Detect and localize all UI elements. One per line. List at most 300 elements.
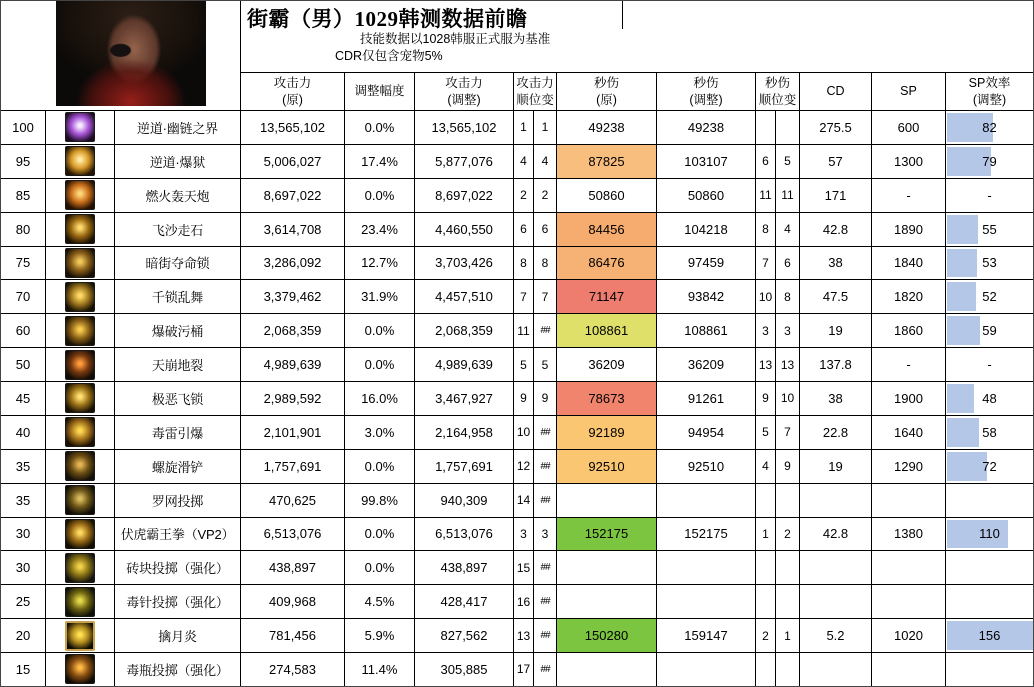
- skill-name[interactable]: 罗网投掷: [114, 484, 240, 517]
- dps-rank-new[interactable]: 10: [775, 382, 799, 415]
- dps-adjusted[interactable]: 49238: [656, 111, 755, 144]
- level-cell[interactable]: 35: [15, 492, 31, 508]
- dps-original[interactable]: 36209: [556, 348, 656, 381]
- title-cell-divider: [622, 1, 623, 29]
- table-row: [1, 653, 1033, 686]
- dps-rank-old[interactable]: 1: [755, 518, 775, 551]
- adjust-percent[interactable]: 23.4%: [344, 213, 414, 246]
- sp-efficiency[interactable]: [945, 247, 1033, 280]
- attack-adjusted[interactable]: 2,068,359: [414, 314, 513, 347]
- dps-original[interactable]: 92189: [556, 416, 656, 449]
- cd-value[interactable]: [799, 484, 871, 517]
- dps-original[interactable]: 86476: [556, 247, 656, 280]
- sp-efficiency-bar: [947, 316, 980, 345]
- attack-rank-new[interactable]: ##: [533, 619, 556, 652]
- skill-icon-luoxuan-huachan: [65, 451, 95, 481]
- attack-rank-new[interactable]: 2: [533, 179, 556, 212]
- sp-value[interactable]: 1890: [871, 213, 945, 246]
- attack-rank-old[interactable]: 8: [513, 247, 533, 280]
- level-cell[interactable]: 60: [15, 323, 31, 339]
- dps-rank-new[interactable]: 4: [775, 213, 799, 246]
- sp-efficiency[interactable]: [945, 314, 1033, 347]
- dps-adjusted[interactable]: 91261: [656, 382, 755, 415]
- attack-adjusted[interactable]: 3,703,426: [414, 247, 513, 280]
- cd-value[interactable]: 38: [799, 247, 871, 280]
- attack-original[interactable]: 2,989,592: [240, 382, 344, 415]
- cd-value[interactable]: 19: [799, 450, 871, 483]
- skill-name[interactable]: 极恶飞锁: [114, 382, 240, 415]
- attack-rank-new[interactable]: 5: [533, 348, 556, 381]
- sp-value[interactable]: 600: [871, 111, 945, 144]
- attack-rank-new[interactable]: 1: [533, 111, 556, 144]
- skill-name[interactable]: 伏虎霸王拳（VP2）: [114, 518, 240, 551]
- dps-rank-old[interactable]: 7: [755, 247, 775, 280]
- sp-efficiency[interactable]: [945, 416, 1033, 449]
- attack-original[interactable]: 409,968: [240, 585, 344, 618]
- dps-rank-new[interactable]: 8: [775, 280, 799, 313]
- sp-efficiency[interactable]: [945, 551, 1033, 584]
- attack-rank-old[interactable]: 7: [513, 280, 533, 313]
- col-header-line: 秒伤: [764, 76, 790, 91]
- adjust-percent[interactable]: 0.0%: [344, 551, 414, 584]
- level-cell[interactable]: 100: [12, 119, 34, 135]
- sp-value[interactable]: [871, 484, 945, 517]
- dps-adjusted[interactable]: [656, 551, 755, 584]
- level-cell[interactable]: 45: [15, 390, 31, 406]
- attack-rank-new[interactable]: 3: [533, 518, 556, 551]
- cd-value[interactable]: 19: [799, 314, 871, 347]
- skill-icon-cell[interactable]: [45, 179, 114, 212]
- attack-rank-new[interactable]: 8: [533, 247, 556, 280]
- dps-adjusted[interactable]: 36209: [656, 348, 755, 381]
- dps-adjusted[interactable]: 159147: [656, 619, 755, 652]
- skill-name[interactable]: 爆破污桶: [114, 314, 240, 347]
- attack-rank-old[interactable]: 12: [513, 450, 533, 483]
- table-row: [1, 484, 1033, 518]
- sp-value[interactable]: 1900: [871, 382, 945, 415]
- dps-adjusted[interactable]: 97459: [656, 247, 755, 280]
- skill-name[interactable]: 毒针投掷（强化）: [114, 585, 240, 618]
- adjust-percent[interactable]: 0.0%: [344, 348, 414, 381]
- table-row: [1, 518, 1033, 552]
- cd-value[interactable]: 38: [799, 382, 871, 415]
- sp-efficiency-value: -: [987, 357, 992, 373]
- sp-efficiency[interactable]: [945, 280, 1033, 313]
- skill-icon-cell[interactable]: [45, 314, 114, 347]
- col-header-line: 顺位变: [758, 92, 797, 107]
- level-cell[interactable]: 95: [15, 153, 31, 169]
- sp-efficiency-value: 72: [982, 458, 997, 474]
- adjust-percent[interactable]: 12.7%: [344, 247, 414, 280]
- cd-value[interactable]: 22.8: [799, 416, 871, 449]
- level-cell[interactable]: 30: [15, 526, 31, 542]
- adjust-percent[interactable]: 0.0%: [344, 450, 414, 483]
- dps-adjusted[interactable]: 152175: [656, 518, 755, 551]
- sp-value[interactable]: 1860: [871, 314, 945, 347]
- sp-value[interactable]: [871, 585, 945, 618]
- attack-original[interactable]: 8,697,022: [240, 179, 344, 212]
- attack-original[interactable]: 3,286,092: [240, 247, 344, 280]
- attack-rank-old[interactable]: 11: [513, 314, 533, 347]
- adjust-percent[interactable]: 31.9%: [344, 280, 414, 313]
- sp-efficiency[interactable]: [945, 179, 1033, 212]
- attack-adjusted[interactable]: 827,562: [414, 619, 513, 652]
- cd-value[interactable]: 47.5: [799, 280, 871, 313]
- attack-adjusted[interactable]: 1,757,691: [414, 450, 513, 483]
- skill-icon-cell[interactable]: [45, 551, 114, 584]
- attack-adjusted[interactable]: 5,877,076: [414, 145, 513, 178]
- sp-efficiency[interactable]: [945, 382, 1033, 415]
- skill-icon-cell[interactable]: [45, 619, 114, 652]
- cd-value[interactable]: 57: [799, 145, 871, 178]
- dps-original[interactable]: 108861: [556, 314, 656, 347]
- dps-rank-old[interactable]: 6: [755, 145, 775, 178]
- col-header-line: (调整): [447, 92, 481, 107]
- skill-name[interactable]: 螺旋滑铲: [114, 450, 240, 483]
- skill-name[interactable]: 天崩地裂: [114, 348, 240, 381]
- sp-efficiency-value: 58: [982, 424, 997, 440]
- dps-rank-new[interactable]: [775, 111, 799, 144]
- col-header-attack-rank-change[interactable]: [513, 72, 556, 110]
- cd-value[interactable]: [799, 551, 871, 584]
- attack-adjusted[interactable]: 4,460,550: [414, 213, 513, 246]
- adjust-percent[interactable]: 0.0%: [344, 518, 414, 551]
- attack-rank-old[interactable]: 6: [513, 213, 533, 246]
- col-header-sp[interactable]: [871, 72, 945, 110]
- attack-rank-old[interactable]: 9: [513, 382, 533, 415]
- table-row: [1, 551, 1033, 585]
- attack-adjusted[interactable]: 428,417: [414, 585, 513, 618]
- dps-original[interactable]: [556, 551, 656, 584]
- dps-rank-new[interactable]: [775, 585, 799, 618]
- skill-icon-cell[interactable]: [45, 585, 114, 618]
- col-header-line: (原): [596, 92, 617, 107]
- attack-rank-new[interactable]: ##: [533, 484, 556, 517]
- attack-rank-new[interactable]: 7: [533, 280, 556, 313]
- attack-original[interactable]: 5,006,027: [240, 145, 344, 178]
- col-header-dps-original[interactable]: [556, 72, 656, 110]
- sp-efficiency[interactable]: [945, 348, 1033, 381]
- skill-name[interactable]: 毒瓶投掷（强化）: [114, 653, 240, 686]
- cd-value[interactable]: 42.8: [799, 213, 871, 246]
- sp-value[interactable]: 1840: [871, 247, 945, 280]
- dps-rank-new[interactable]: [775, 484, 799, 517]
- skill-icon-cell[interactable]: [45, 653, 114, 686]
- attack-rank-new[interactable]: ##: [533, 585, 556, 618]
- skill-icon-nidao-baoyu: [65, 146, 95, 176]
- attack-adjusted[interactable]: 8,697,022: [414, 179, 513, 212]
- attack-rank-new[interactable]: 4: [533, 145, 556, 178]
- attack-adjusted[interactable]: 2,164,958: [414, 416, 513, 449]
- attack-adjusted[interactable]: 13,565,102: [414, 111, 513, 144]
- cd-value[interactable]: [799, 585, 871, 618]
- adjust-percent[interactable]: 4.5%: [344, 585, 414, 618]
- attack-original[interactable]: 3,379,462: [240, 280, 344, 313]
- attack-original[interactable]: 274,583: [240, 653, 344, 686]
- dps-original[interactable]: 78673: [556, 382, 656, 415]
- adjust-percent[interactable]: 3.0%: [344, 416, 414, 449]
- dps-rank-old[interactable]: [755, 484, 775, 517]
- adjust-percent[interactable]: 0.0%: [344, 314, 414, 347]
- dps-rank-new[interactable]: [775, 551, 799, 584]
- level-cell[interactable]: 25: [15, 594, 31, 610]
- attack-adjusted[interactable]: 4,457,510: [414, 280, 513, 313]
- dps-adjusted[interactable]: 108861: [656, 314, 755, 347]
- dps-rank-old[interactable]: [755, 585, 775, 618]
- col-header-line: CD: [826, 84, 845, 99]
- sp-value[interactable]: 1820: [871, 280, 945, 313]
- col-header-sp-efficiency[interactable]: [945, 72, 1033, 110]
- attack-original[interactable]: 3,614,708: [240, 213, 344, 246]
- dps-adjusted[interactable]: [656, 653, 755, 686]
- skill-name[interactable]: 千锁乱舞: [114, 280, 240, 313]
- adjust-percent[interactable]: 11.4%: [344, 653, 414, 686]
- sp-value[interactable]: 1300: [871, 145, 945, 178]
- sp-efficiency[interactable]: [945, 619, 1033, 652]
- attack-rank-new[interactable]: ##: [533, 450, 556, 483]
- skill-icon-dulei-yinbao: [65, 417, 95, 447]
- attack-rank-old[interactable]: 15: [513, 551, 533, 584]
- sp-efficiency-value: 59: [982, 323, 997, 339]
- dps-adjusted[interactable]: [656, 585, 755, 618]
- attack-adjusted[interactable]: 6,513,076: [414, 518, 513, 551]
- skill-icon-cell[interactable]: [45, 111, 114, 144]
- dps-rank-new[interactable]: 9: [775, 450, 799, 483]
- dps-original[interactable]: 92510: [556, 450, 656, 483]
- attack-rank-old[interactable]: 3: [513, 518, 533, 551]
- cd-value[interactable]: 42.8: [799, 518, 871, 551]
- dps-rank-old[interactable]: [755, 551, 775, 584]
- skill-icon-feisha-zoushi: [65, 214, 95, 244]
- dps-rank-old[interactable]: 2: [755, 619, 775, 652]
- sp-efficiency[interactable]: [945, 213, 1033, 246]
- attack-original[interactable]: 1,757,691: [240, 450, 344, 483]
- sp-value[interactable]: 1640: [871, 416, 945, 449]
- sp-efficiency[interactable]: [945, 111, 1033, 144]
- dps-original[interactable]: 50860: [556, 179, 656, 212]
- dps-original[interactable]: [556, 653, 656, 686]
- skill-name[interactable]: 暗街夺命锁: [114, 247, 240, 280]
- level-cell[interactable]: 30: [15, 560, 31, 576]
- dps-adjusted[interactable]: 103107: [656, 145, 755, 178]
- skill-icon-cell[interactable]: [45, 518, 114, 551]
- dps-rank-old[interactable]: 10: [755, 280, 775, 313]
- dps-rank-old[interactable]: 13: [755, 348, 775, 381]
- skill-icon-zhuankuai-touzhi: [65, 553, 95, 583]
- level-cell[interactable]: 75: [15, 255, 31, 271]
- adjust-percent[interactable]: 16.0%: [344, 382, 414, 415]
- table-row: [1, 145, 1033, 179]
- level-cell[interactable]: 15: [15, 661, 31, 677]
- adjust-percent[interactable]: 5.9%: [344, 619, 414, 652]
- dps-rank-old[interactable]: 8: [755, 213, 775, 246]
- attack-original[interactable]: 6,513,076: [240, 518, 344, 551]
- skill-icon-cell[interactable]: [45, 416, 114, 449]
- skill-icon-qiansuo-luanwu: [65, 282, 95, 312]
- dps-rank-old[interactable]: 11: [755, 179, 775, 212]
- sp-value[interactable]: [871, 551, 945, 584]
- attack-rank-new[interactable]: ##: [533, 314, 556, 347]
- dps-rank-new[interactable]: [775, 653, 799, 686]
- cd-value[interactable]: 137.8: [799, 348, 871, 381]
- col-header-dps-rank-change[interactable]: [755, 72, 799, 110]
- sp-efficiency[interactable]: [945, 585, 1033, 618]
- attack-rank-old[interactable]: 13: [513, 619, 533, 652]
- dps-original[interactable]: 71147: [556, 280, 656, 313]
- dps-rank-old[interactable]: [755, 111, 775, 144]
- dps-original[interactable]: [556, 585, 656, 618]
- col-header-line: 攻击力: [273, 76, 312, 91]
- dps-original[interactable]: 49238: [556, 111, 656, 144]
- attack-rank-new[interactable]: 9: [533, 382, 556, 415]
- sp-efficiency-bar: [947, 249, 977, 278]
- sp-efficiency-bar: [947, 452, 987, 481]
- attack-original[interactable]: 438,897: [240, 551, 344, 584]
- skill-icon-cell[interactable]: [45, 145, 114, 178]
- dps-rank-old[interactable]: 4: [755, 450, 775, 483]
- dps-rank-new[interactable]: 7: [775, 416, 799, 449]
- sp-value[interactable]: 1020: [871, 619, 945, 652]
- col-header-attack-adjusted[interactable]: [414, 72, 513, 110]
- dps-rank-old[interactable]: 3: [755, 314, 775, 347]
- col-header-line: SP: [900, 84, 917, 99]
- skill-icon-luowang-touzhi: [65, 485, 95, 515]
- skill-name[interactable]: 逆道·幽链之界: [114, 111, 240, 144]
- page-title: 街霸（男）1029韩测数据前瞻: [247, 7, 528, 31]
- attack-original[interactable]: 2,101,901: [240, 416, 344, 449]
- attack-rank-new[interactable]: ##: [533, 653, 556, 686]
- dps-rank-new[interactable]: 2: [775, 518, 799, 551]
- sp-value[interactable]: -: [871, 348, 945, 381]
- skill-name[interactable]: 燃火轰天炮: [114, 179, 240, 212]
- attack-rank-old[interactable]: 10: [513, 416, 533, 449]
- level-cell[interactable]: 35: [15, 458, 31, 474]
- level-cell[interactable]: 40: [15, 424, 31, 440]
- skill-name[interactable]: 飞沙走石: [114, 213, 240, 246]
- sp-value[interactable]: -: [871, 179, 945, 212]
- dps-rank-new[interactable]: 6: [775, 247, 799, 280]
- attack-rank-old[interactable]: 4: [513, 145, 533, 178]
- sp-efficiency[interactable]: [945, 484, 1033, 517]
- cd-value[interactable]: 171: [799, 179, 871, 212]
- dps-rank-new[interactable]: 13: [775, 348, 799, 381]
- skill-name[interactable]: 砖块投掷（强化）: [114, 551, 240, 584]
- attack-original[interactable]: 781,456: [240, 619, 344, 652]
- dps-adjusted[interactable]: 92510: [656, 450, 755, 483]
- attack-adjusted[interactable]: 3,467,927: [414, 382, 513, 415]
- dps-adjusted[interactable]: 93842: [656, 280, 755, 313]
- dps-rank-old[interactable]: 9: [755, 382, 775, 415]
- dps-original[interactable]: 150280: [556, 619, 656, 652]
- adjust-percent[interactable]: 0.0%: [344, 179, 414, 212]
- skill-name[interactable]: 逆道·爆狱: [114, 145, 240, 178]
- col-header-attack-original[interactable]: [240, 72, 344, 110]
- sp-efficiency[interactable]: [945, 518, 1033, 551]
- skill-icon-cell[interactable]: [45, 213, 114, 246]
- sp-value[interactable]: [871, 653, 945, 686]
- sp-efficiency[interactable]: [945, 145, 1033, 178]
- cd-value[interactable]: 5.2: [799, 619, 871, 652]
- level-cell[interactable]: 20: [15, 628, 31, 644]
- sp-efficiency[interactable]: [945, 450, 1033, 483]
- dps-original[interactable]: [556, 484, 656, 517]
- attack-original[interactable]: 470,625: [240, 484, 344, 517]
- col-header-dps-adjusted[interactable]: [656, 72, 755, 110]
- skill-icon-cell[interactable]: [45, 280, 114, 313]
- skill-icon-cell[interactable]: [45, 348, 114, 381]
- adjust-percent[interactable]: 0.0%: [344, 111, 414, 144]
- skill-icon-duzhen-touzhi: [65, 587, 95, 617]
- dps-rank-new[interactable]: 5: [775, 145, 799, 178]
- cd-value[interactable]: 275.5: [799, 111, 871, 144]
- dps-original[interactable]: 87825: [556, 145, 656, 178]
- cd-value[interactable]: [799, 653, 871, 686]
- dps-rank-old[interactable]: [755, 653, 775, 686]
- attack-rank-old[interactable]: 16: [513, 585, 533, 618]
- table-row: [1, 416, 1033, 450]
- attack-rank-old[interactable]: 14: [513, 484, 533, 517]
- table-row: [1, 585, 1033, 619]
- attack-rank-old[interactable]: 5: [513, 348, 533, 381]
- dps-adjusted[interactable]: 104218: [656, 213, 755, 246]
- attack-rank-new[interactable]: 6: [533, 213, 556, 246]
- dps-rank-old[interactable]: 5: [755, 416, 775, 449]
- attack-rank-old[interactable]: 1: [513, 111, 533, 144]
- adjust-percent[interactable]: 17.4%: [344, 145, 414, 178]
- table-row: [1, 450, 1033, 484]
- attack-original[interactable]: 2,068,359: [240, 314, 344, 347]
- col-header-adjust-percent[interactable]: [344, 72, 414, 110]
- level-cell[interactable]: 80: [15, 221, 31, 237]
- adjust-percent[interactable]: 99.8%: [344, 484, 414, 517]
- skill-icon-cell[interactable]: [45, 247, 114, 280]
- skill-name[interactable]: 擒月炎: [114, 619, 240, 652]
- skill-icon-cell[interactable]: [45, 382, 114, 415]
- attack-rank-new[interactable]: ##: [533, 551, 556, 584]
- col-header-line: 攻击力: [516, 76, 554, 91]
- sp-value[interactable]: 1290: [871, 450, 945, 483]
- sp-efficiency[interactable]: [945, 653, 1033, 686]
- dps-adjusted[interactable]: [656, 484, 755, 517]
- attack-adjusted[interactable]: 305,885: [414, 653, 513, 686]
- dps-rank-new[interactable]: 11: [775, 179, 799, 212]
- attack-adjusted[interactable]: 4,989,639: [414, 348, 513, 381]
- attack-adjusted[interactable]: 940,309: [414, 484, 513, 517]
- dps-original[interactable]: 84456: [556, 213, 656, 246]
- attack-original[interactable]: 13,565,102: [240, 111, 344, 144]
- dps-adjusted[interactable]: 50860: [656, 179, 755, 212]
- dps-rank-new[interactable]: 3: [775, 314, 799, 347]
- dps-adjusted[interactable]: 94954: [656, 416, 755, 449]
- col-header-cd[interactable]: [799, 72, 871, 110]
- skill-icon-cell[interactable]: [45, 450, 114, 483]
- dps-rank-new[interactable]: 1: [775, 619, 799, 652]
- level-cell[interactable]: 85: [15, 187, 31, 203]
- sp-value[interactable]: 1380: [871, 518, 945, 551]
- dps-original[interactable]: 152175: [556, 518, 656, 551]
- level-cell[interactable]: 70: [15, 289, 31, 305]
- note-cdr: CDR仅包含宠物5%: [335, 49, 443, 63]
- attack-rank-old[interactable]: 2: [513, 179, 533, 212]
- level-cell[interactable]: 50: [15, 357, 31, 373]
- attack-rank-new[interactable]: ##: [533, 416, 556, 449]
- attack-adjusted[interactable]: 438,897: [414, 551, 513, 584]
- attack-original[interactable]: 4,989,639: [240, 348, 344, 381]
- skill-icon-cell[interactable]: [45, 484, 114, 517]
- skill-name[interactable]: 毒雷引爆: [114, 416, 240, 449]
- table-row: [1, 179, 1033, 213]
- attack-rank-old[interactable]: 17: [513, 653, 533, 686]
